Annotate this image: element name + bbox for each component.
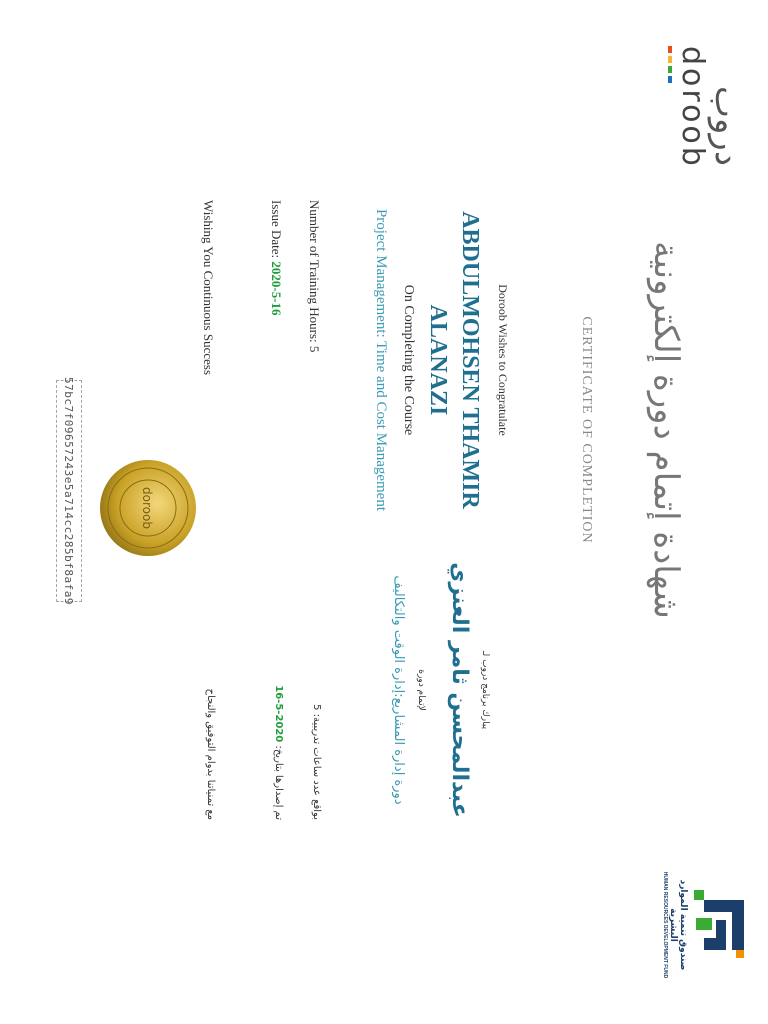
dot-orange xyxy=(668,46,672,53)
doroob-logo xyxy=(664,46,747,169)
issue-date-arabic xyxy=(273,560,284,820)
english-on-completing-line: On Completing the Course xyxy=(401,284,416,436)
training-hours-value: 5 xyxy=(307,345,322,353)
verification-code: 57bc7f09657243e5a714cc285bf8afa9 xyxy=(56,380,82,602)
arabic-wishing-line: مع تمنياتنا بدوام التوفيق والنجاح xyxy=(205,688,216,820)
dot-blue xyxy=(668,76,672,83)
issue-date-label: Issue Date: xyxy=(269,200,284,259)
issue-date-label-arabic: تم إصدارها بتاريخ: xyxy=(273,745,284,820)
hrdf-name-arabic: صندوق تنمية الموارد البشرية xyxy=(668,879,688,971)
certificate-title-arabic: شهادة إتمام دورة إلكترونية xyxy=(646,241,686,619)
english-congratulate-line: Doroob Wishes to Congratulate xyxy=(496,284,510,436)
dot-yellow xyxy=(668,56,672,63)
issue-date-value: 2020-5-16 xyxy=(269,261,284,316)
hrdf-name-english: HUMAN RESOURCES DEVELOPMENT FUND xyxy=(662,871,668,979)
hrdf-logo-mark xyxy=(690,890,748,960)
dot-green xyxy=(668,66,672,73)
doroob-logo-arabic: دروب xyxy=(707,86,747,166)
course-name-arabic: دورة إدارة المشاريع:إدارة الوقت والتكاليف xyxy=(391,575,406,805)
issue-date-english xyxy=(268,200,284,440)
certificate-title-english: CERTIFICATE OF COMPLETION xyxy=(579,316,594,544)
training-hours-english xyxy=(306,200,322,440)
training-hours-label-arabic: بواقع عدد ساعات تدريبية: xyxy=(311,713,322,820)
arabic-congratulate-line: يبارك برنامج دروب لـ xyxy=(480,650,490,730)
course-name-english: Project Management: Time and Cost Management xyxy=(373,208,389,512)
hrdf-logo xyxy=(652,870,748,980)
english-wishing-line: Wishing You Continuous Success xyxy=(201,200,216,375)
seal-text: doroob xyxy=(140,487,154,529)
issue-date-value-arabic: 2020-5-16 xyxy=(273,685,284,743)
doroob-logo-dots xyxy=(668,46,672,166)
recipient-name-arabic: عبدالمحسن ثامر العنزي xyxy=(447,562,472,818)
gold-seal xyxy=(98,458,198,558)
training-hours-label: Number of Training Hours: xyxy=(307,200,322,343)
training-hours-arabic xyxy=(311,560,322,820)
arabic-on-completing-line: لإتمام دورة xyxy=(416,669,426,711)
doroob-logo-english: doroob xyxy=(675,46,710,169)
recipient-name-english: ABDULMOHSEN THAMIR ALANAZI xyxy=(425,211,483,509)
training-hours-value-arabic: 5 xyxy=(311,704,322,711)
